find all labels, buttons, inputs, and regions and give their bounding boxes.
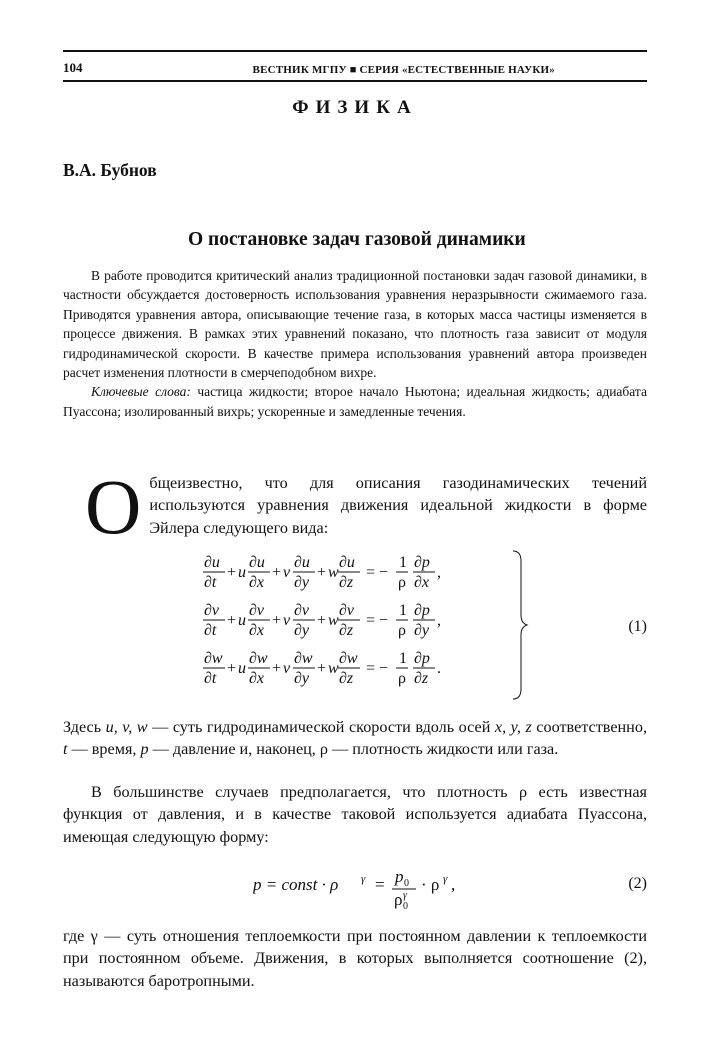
paragraph-barotropic-text: где γ — суть отношения теплоемкости при постоянном давлении к теплоемкости при постоянном объеме. Движения, в которых выполняется соотношение (2), называются баротропными. [63,927,647,990]
eq1-brace [513,551,527,699]
paragraph-variables [63,716,647,761]
vars-axes: x, y, z [494,718,532,736]
intro-text: бщеизвестно, что для описания газодинамических течений используются уравнения движения идеальной жидкости в форме Эйлера следующего вида: [149,474,647,537]
poisson-adiabat [253,862,493,912]
eq1-symbol: + [272,612,282,629]
eq1-denominator: ∂t [204,574,217,591]
eq1-denominator: ∂y [294,574,310,591]
eq1-coefficient: v [283,612,291,629]
paragraph-barotropic [63,925,647,992]
text-run: — суть гидродинамической скорости вдоль осей [147,718,495,736]
eq1-denominator: ∂t [204,670,217,687]
keywords-label: Ключевые слова: [91,384,191,400]
eq1-symbol: + [227,564,237,581]
eq1-symbol: + [317,660,327,677]
eq1-one: 1 [399,554,407,571]
eq1-coefficient: v [283,660,291,677]
equation-1-number: (1) [628,618,647,635]
running-header [63,58,647,76]
header-rule-bottom [63,80,647,82]
eq1-denominator: ∂t [204,622,217,639]
eq1-coefficient: w [328,660,339,677]
equation-1 [203,545,647,705]
eq1-denominator: ∂y [294,622,310,639]
abstract [63,266,647,421]
eq1-numerator: ∂w [249,650,268,667]
eq1-symbol: + [227,660,237,677]
text-run: — давление и, наконец, ρ — плотность жидкости или газа. [148,740,559,759]
text-run: — время, [67,740,141,759]
var-time: t [63,740,68,759]
eq1-rho: ρ [398,574,406,591]
paragraph-density-text: В большинстве случаев предполагается, что плотность ρ есть известная функция от давления, и в качестве таковой используется адиабата Пуассона, имеющая следующую форму: [63,783,647,846]
eq1-numerator: ∂u [294,554,310,571]
eq1-denominator: ∂z [339,574,354,591]
eq1-symbol: + [227,612,237,629]
eq1-denominator: ∂x [249,574,265,591]
eq1-one: 1 [399,602,407,619]
eq1-rho: ρ [398,670,406,687]
eq1-numerator: ∂v [294,602,310,619]
eq1-symbol: = − [366,612,389,629]
abstract-text: В работе проводится критический анализ традиционной постановки задач газовой динамики, в частности обсуждается достоверность использования уравнения неразрывности сжимаемого газа. Приводятся уравнения автора, описывающие течение газа, в которых масса частицы изменяется в процессе движения. В рамках этих уравнений показано, что плотность газа зависит от модуля гидродинамической скорости. В качестве примера использования уравнений автора произведен расчет изменения плотности в смерчеподобном вихре. [63,268,647,381]
eq2-lhs: p = const · ρ [253,875,339,894]
eq1-coefficient: u [238,660,246,677]
eq1-symbol: = − [366,660,389,677]
eq2-num: p [395,867,404,886]
eq1-numerator: ∂v [339,602,355,619]
eq2-num-sub: 0 [404,878,409,889]
eq1-numerator: ∂w [294,650,313,667]
eq1-symbol: + [317,612,327,629]
eq1-numerator: ∂u [249,554,265,571]
eq2-comma: , [451,875,456,894]
eq1-coefficient: v [283,564,291,581]
keywords [63,382,647,421]
eq1-denominator: ∂x [414,574,430,591]
eq1-rho: ρ [398,622,406,639]
eq1-numerator: ∂v [204,602,220,619]
eq1-symbol: + [272,564,282,581]
paragraph-density [63,781,647,848]
eq2-den: ρ [394,890,403,909]
eq1-denominator: ∂z [414,670,429,687]
euler-equations [203,545,533,705]
eq1-numerator: ∂u [204,554,220,571]
equation-2-number: (2) [628,875,647,892]
eq1-symbol: = − [366,564,389,581]
section-heading: ФИЗИКА [292,97,418,118]
eq1-one: 1 [399,650,407,667]
article-title: О постановке задач газовой динамики [188,229,526,250]
page-number: 104 [63,60,83,75]
text-run: Здесь [63,718,106,736]
equation-2 [253,862,647,912]
eq1-denominator: ∂z [339,622,354,639]
eq1-coefficient: u [238,612,246,629]
eq1-denominator: ∂x [249,622,265,639]
eq1-symbol: + [272,660,282,677]
eq2-equals: = [375,875,385,894]
journal-title: ВЕСТНИК МГПУ ■ СЕРИЯ «ЕСТЕСТВЕННЫЕ НАУКИ» [252,64,555,76]
eq1-numerator: ∂w [339,650,358,667]
eq1-punct: , [437,564,441,581]
eq1-punct: . [437,660,441,677]
eq1-numerator: ∂w [204,650,223,667]
text-run: соответственно, [531,718,647,736]
eq2-den-sup: γ [403,890,407,901]
intro-paragraph [63,463,647,550]
vars-velocity: u, v, w [105,718,148,736]
eq1-denominator: ∂y [294,670,310,687]
eq2-tail-sup: γ [443,873,448,885]
author: В.А. Бубнов [63,160,157,180]
var-pressure: p [140,740,149,759]
eq1-denominator: ∂z [339,670,354,687]
eq1-numerator: ∂p [414,650,430,667]
eq1-denominator: ∂x [249,670,265,687]
eq1-coefficient: w [328,612,339,629]
eq2-gamma: γ [361,873,366,885]
header-rule-top [63,50,647,52]
eq1-punct: , [437,612,441,629]
eq1-symbol: + [317,564,327,581]
eq1-numerator: ∂p [414,602,430,619]
eq1-denominator: ∂y [414,622,430,639]
eq1-coefficient: u [238,564,246,581]
eq1-numerator: ∂v [249,602,265,619]
eq2-tail: · ρ [421,875,440,894]
eq1-numerator: ∂u [339,554,355,571]
eq2-den-sub: 0 [403,901,408,912]
eq1-numerator: ∂p [414,554,430,571]
keywords-text: частица жидкости; второе начало Ньютона; идеальная жидкость; адиабата Пуассона; изолированный вихрь; ускоренные и замедленные течения. [63,384,647,419]
drop-cap: О [85,463,142,550]
eq1-coefficient: w [328,564,339,581]
